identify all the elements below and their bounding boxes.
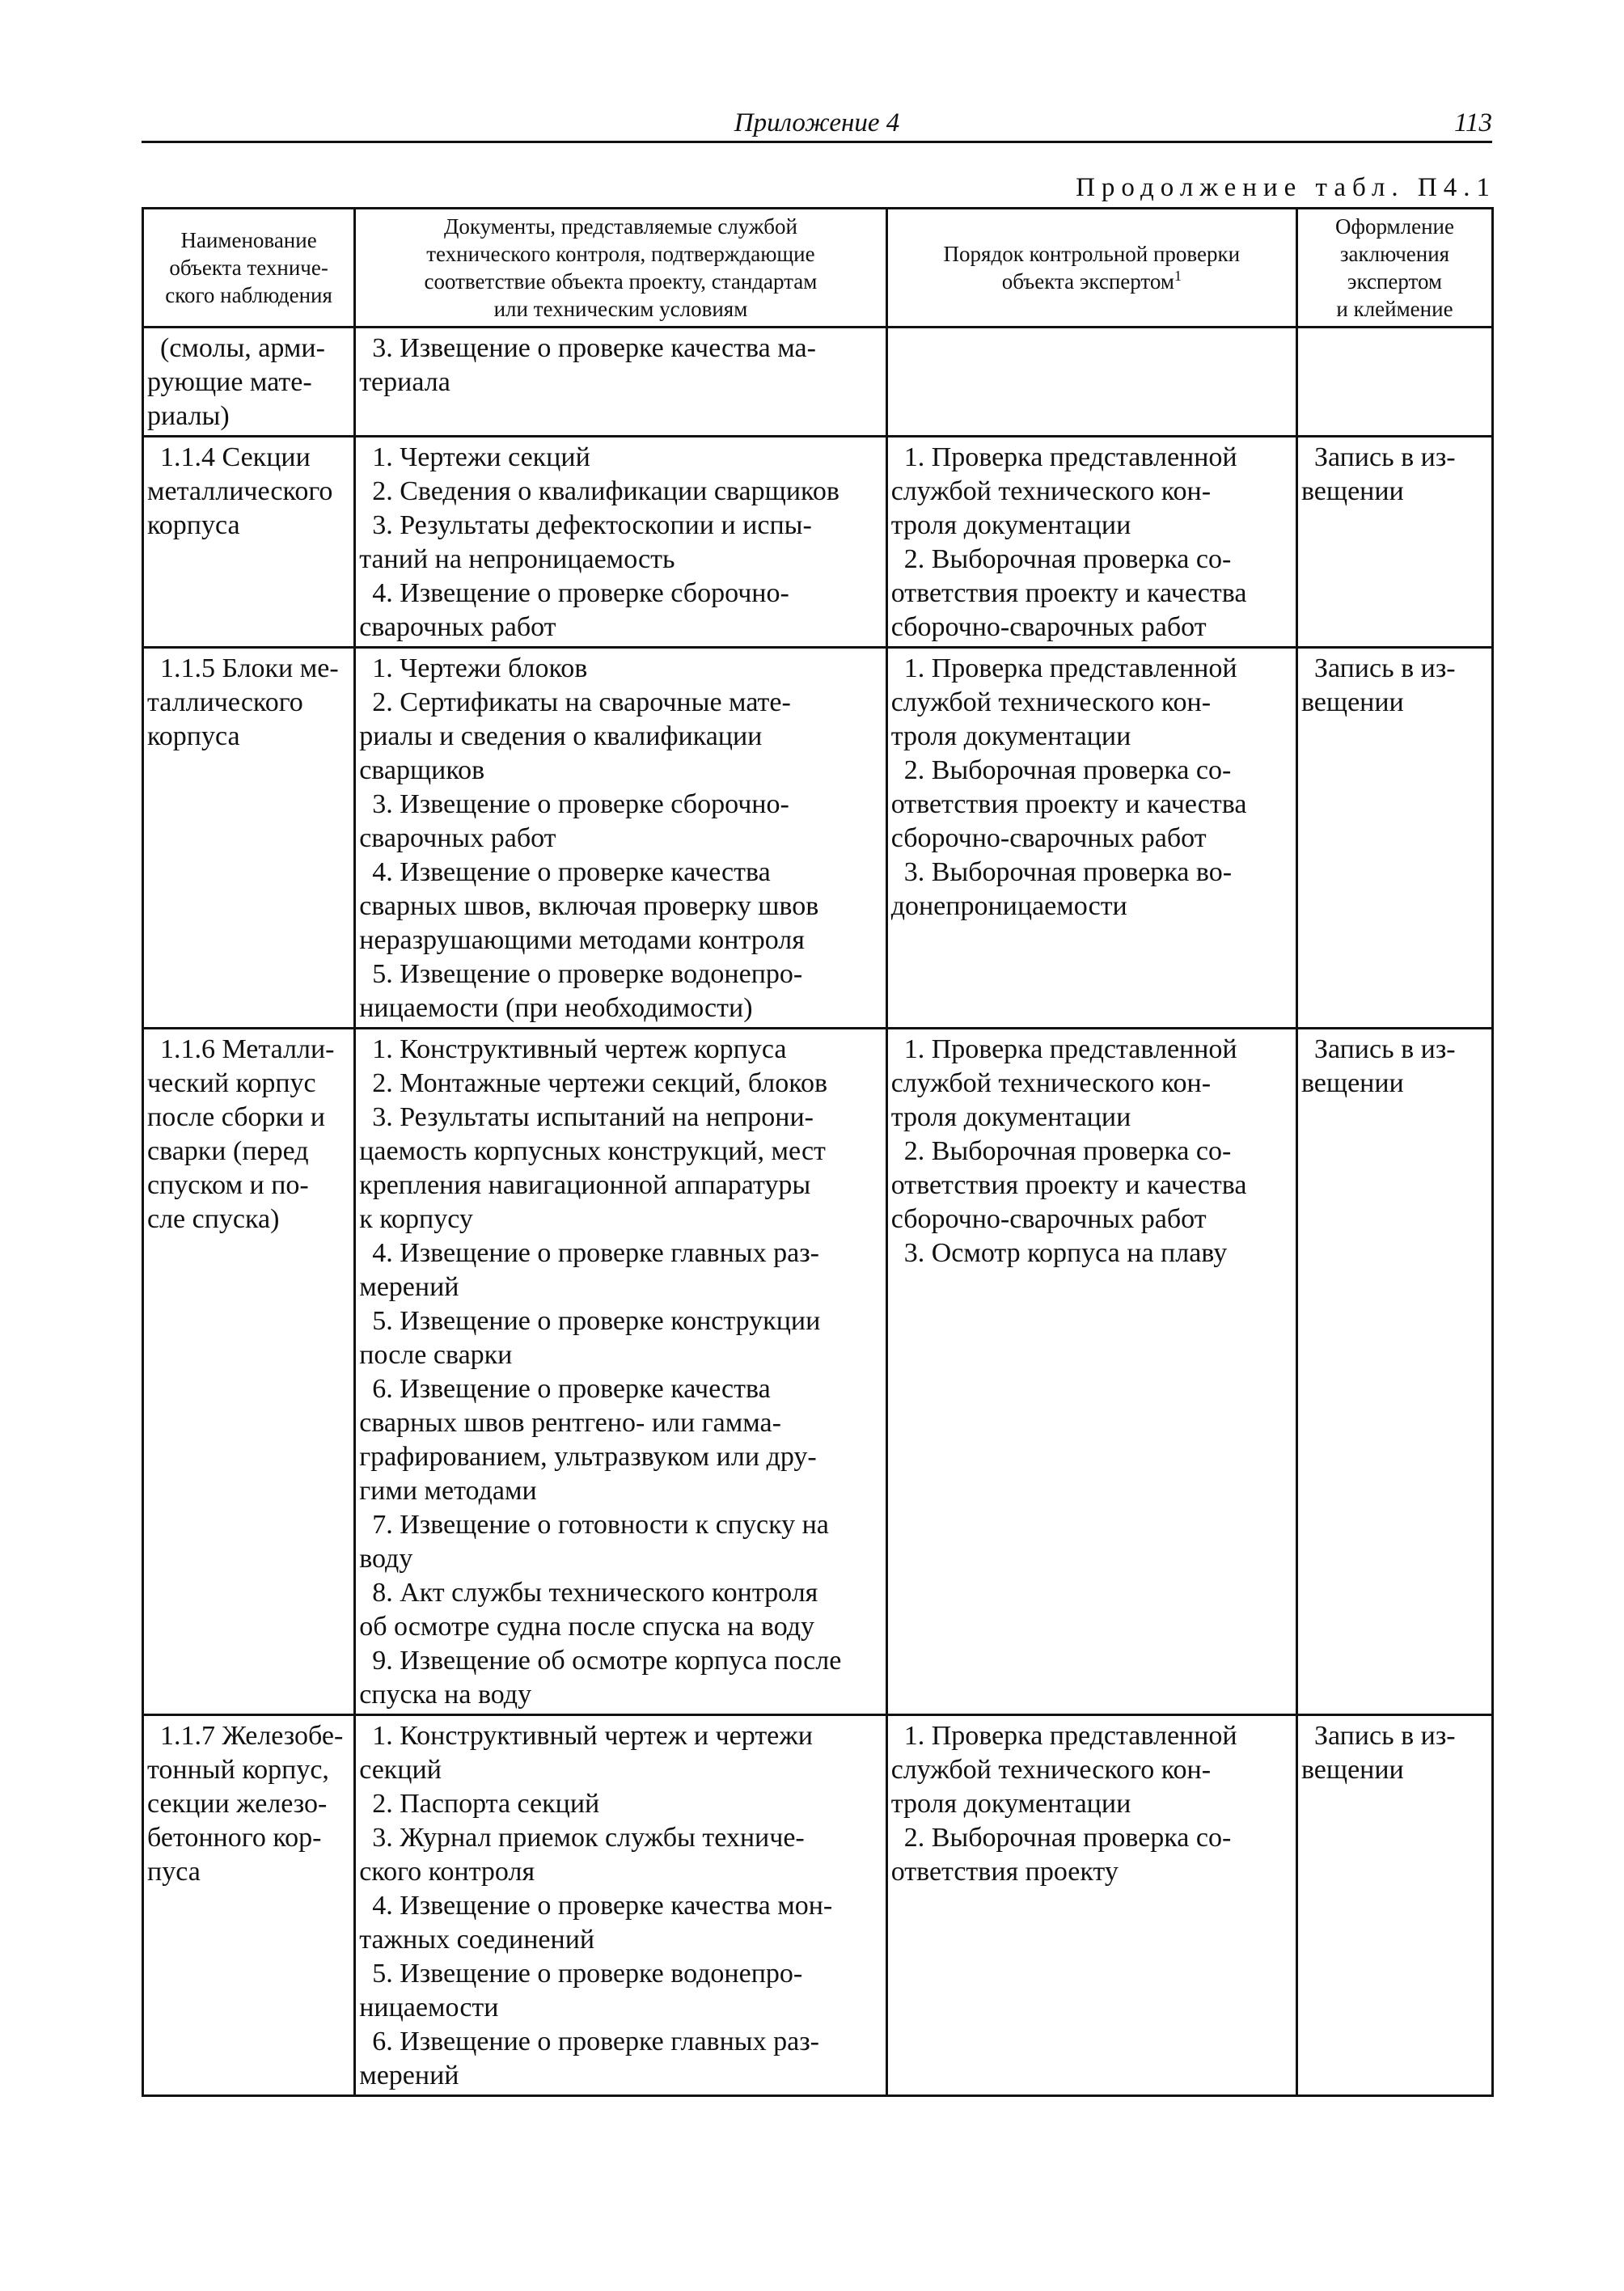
cell-line: службой технического кон- (890, 1068, 1212, 1098)
cell-line: Запись в из- (1313, 1721, 1456, 1751)
cell-line: рующие мате- (147, 367, 312, 397)
checks-cell (886, 328, 1296, 437)
cell-line: 7. Извещение о готовности к спуску на (372, 1510, 829, 1540)
cell-line: 2. Выборочная проверка со- (903, 1823, 1232, 1853)
cell-line: 2. Сертификаты на сварочные мате- (372, 687, 791, 717)
table-row (143, 1715, 1493, 2096)
cell-line: крепления навигационной аппаратуры (359, 1170, 811, 1200)
header-procedure: Порядок контрольной проверки объекта экспертом$^1$ (886, 209, 1296, 328)
cell-line: 4. Извещение о проверке качества (372, 857, 771, 887)
cell-line: сборочно-сварочных работ (890, 1204, 1207, 1234)
cell-line: Запись в из- (1313, 442, 1456, 472)
checks-cell (886, 648, 1296, 1029)
cell-line: мерений (359, 1272, 459, 1302)
cell-line: сле спуска) (147, 1204, 280, 1234)
header-object-name: Наименование объекта техниче- ского наблюдения (143, 209, 355, 328)
cell-line: 9. Извещение об осмотре корпуса после (372, 1646, 842, 1676)
cell-line: об осмотре судна после спуска на воду (359, 1612, 815, 1642)
cell-line: 1. Чертежи блоков (372, 653, 588, 683)
header-conclusion: Оформление заключения экспертом и клеймение (1296, 209, 1492, 328)
cell-line: таний на непроницаемость (359, 544, 675, 574)
inspection-table (142, 207, 1494, 2097)
documents-cell (355, 328, 887, 437)
cell-line: вещении (1300, 687, 1404, 717)
cell-line: Запись в из- (1313, 653, 1456, 683)
running-header (142, 104, 1492, 143)
cell-line: (смолы, арми- (160, 333, 325, 363)
cell-line: 4. Извещение о проверке главных раз- (372, 1238, 819, 1268)
cell-line: троля документации (890, 510, 1131, 540)
object-name-cell (143, 1715, 355, 2096)
cell-line: ского контроля (359, 1857, 535, 1887)
conclusion-cell (1296, 328, 1492, 437)
cell-line: 1. Конструктивный чертеж и чертежи (372, 1721, 813, 1751)
cell-line: троля документации (890, 721, 1131, 751)
cell-line: тонный корпус, (147, 1755, 329, 1785)
cell-line: 6. Извещение о проверке качества (372, 1374, 771, 1404)
cell-line: 5. Извещение о проверке водонепро- (372, 959, 803, 989)
cell-line: 1. Конструктивный чертеж корпуса (372, 1034, 787, 1064)
cell-line: 3. Результаты испытаний на непрони- (372, 1102, 814, 1132)
table-body (143, 328, 1493, 2096)
object-name-cell (143, 1029, 355, 1715)
cell-line: 3. Извещение о проверке сборочно- (372, 789, 789, 819)
cell-line: вещении (1300, 476, 1404, 506)
cell-line: графированием, ультразвуком или дру- (359, 1442, 817, 1472)
appendix-title: Приложение 4 (734, 108, 900, 137)
table-header-row (143, 209, 1493, 328)
cell-line: риалы и сведения о квалификации (359, 721, 763, 751)
cell-line: воду (359, 1544, 413, 1574)
table-row (143, 648, 1493, 1029)
cell-line: секции железо- (147, 1789, 328, 1819)
cell-line: после сварки (359, 1340, 513, 1370)
cell-line: 2. Выборочная проверка со- (903, 755, 1232, 785)
cell-line: 1.1.6 Металли- (160, 1034, 335, 1064)
cell-line: 4. Извещение о проверке сборочно- (372, 578, 789, 608)
cell-line: сварки (перед (147, 1136, 309, 1166)
cell-line: донепроницаемости (890, 891, 1127, 921)
cell-line: 1. Проверка представленной (903, 1034, 1237, 1064)
cell-line: службой технического кон- (890, 1755, 1212, 1785)
cell-line: корпуса (147, 721, 240, 751)
cell-line: службой технического кон- (890, 687, 1212, 717)
cell-line: вещении (1300, 1755, 1404, 1785)
cell-line: бетонного кор- (147, 1823, 322, 1853)
cell-line: цаемость корпусных конструкций, мест (359, 1136, 826, 1166)
cell-line: 4. Извещение о проверке качества мон- (372, 1891, 833, 1921)
cell-line: спуска на воду (359, 1680, 532, 1710)
cell-line: мерений (359, 2061, 459, 2090)
cell-line: 1.1.7 Железобе- (160, 1721, 344, 1751)
cell-line: таллического (147, 687, 303, 717)
cell-line: ответствия проекту и качества (890, 578, 1247, 608)
cell-line: спуском и по- (147, 1170, 309, 1200)
cell-line: тажных соединений (359, 1925, 595, 1955)
checks-cell (886, 1715, 1296, 2096)
cell-line: троля документации (890, 1789, 1131, 1819)
cell-line: троля документации (890, 1102, 1131, 1132)
cell-line: 5. Извещение о проверке конструкции (372, 1306, 821, 1336)
table-row (143, 328, 1493, 437)
cell-line: ответствия проекту (890, 1857, 1119, 1887)
documents-cell (355, 437, 887, 648)
cell-line: 2. Выборочная проверка со- (903, 544, 1232, 574)
cell-line: металлического (147, 476, 333, 506)
cell-line: сварщиков (359, 755, 485, 785)
cell-line: 1. Чертежи секций (372, 442, 590, 472)
cell-line: секций (359, 1755, 442, 1785)
page-number: 113 (1453, 108, 1492, 137)
cell-line: сварочных работ (359, 823, 556, 853)
cell-line: 2. Монтажные чертежи секций, блоков (372, 1068, 828, 1098)
documents-cell (355, 1029, 887, 1715)
conclusion-cell (1296, 648, 1492, 1029)
object-name-cell (143, 328, 355, 437)
header-documents: Документы, представляемые службой технического контроля, подтверждающие соответствие объекта проекту, стандартам или техническим условиям (355, 209, 887, 328)
cell-line: после сборки и (147, 1102, 325, 1132)
table-row (143, 437, 1493, 648)
object-name-cell (143, 648, 355, 1029)
cell-line: 1. Проверка представленной (903, 442, 1237, 472)
conclusion-cell (1296, 1715, 1492, 2096)
cell-line: 1.1.5 Блоки ме- (160, 653, 339, 683)
cell-line: пуса (147, 1857, 201, 1887)
cell-line: 3. Извещение о проверке качества ма- (372, 333, 816, 363)
table-caption: Продолжение табл. П4.1 (1076, 173, 1496, 202)
footnote-mark: 1 (1174, 268, 1182, 284)
cell-line: ницаемости (359, 1993, 499, 2023)
cell-line: неразрушающими методами контроля (359, 925, 805, 955)
cell-line: 8. Акт службы технического контроля (372, 1578, 818, 1608)
cell-line: ответствия проекту и качества (890, 1170, 1247, 1200)
cell-line: сварных швов рентгено- или гамма- (359, 1408, 781, 1438)
table-row (143, 1029, 1493, 1715)
cell-line: сборочно-сварочных работ (890, 823, 1207, 853)
cell-line: Запись в из- (1313, 1034, 1456, 1064)
cell-line: ницаемости (при необходимости) (359, 993, 753, 1023)
conclusion-cell (1296, 1029, 1492, 1715)
checks-cell (886, 437, 1296, 648)
cell-line: корпуса (147, 510, 240, 540)
cell-line: сварочных работ (359, 612, 556, 642)
cell-line: риалы) (147, 401, 230, 431)
cell-line: 2. Выборочная проверка со- (903, 1136, 1232, 1166)
conclusion-cell (1296, 437, 1492, 648)
documents-cell (355, 1715, 887, 2096)
cell-line: ческий корпус (147, 1068, 316, 1098)
cell-line: сборочно-сварочных работ (890, 612, 1207, 642)
cell-line: териала (359, 367, 450, 397)
cell-line: 3. Осмотр корпуса на плаву (903, 1238, 1228, 1268)
cell-line: 3. Выборочная проверка во- (903, 857, 1233, 887)
cell-line: к корпусу (359, 1204, 473, 1234)
cell-line: вещении (1300, 1068, 1404, 1098)
cell-line: сварных швов, включая проверку швов (359, 891, 819, 921)
cell-line: ответствия проекту и качества (890, 789, 1247, 819)
cell-line: 1. Проверка представленной (903, 1721, 1237, 1751)
cell-line: 2. Паспорта секций (372, 1789, 600, 1819)
cell-line: 3. Журнал приемок службы техниче- (372, 1823, 805, 1853)
cell-line: 5. Извещение о проверке водонепро- (372, 1959, 803, 1989)
cell-line: 6. Извещение о проверке главных раз- (372, 2027, 819, 2056)
cell-line: службой технического кон- (890, 476, 1212, 506)
cell-line: 1. Проверка представленной (903, 653, 1237, 683)
cell-line: гими методами (359, 1476, 537, 1506)
object-name-cell (143, 437, 355, 648)
checks-cell (886, 1029, 1296, 1715)
cell-line: 2. Сведения о квалификации сварщиков (372, 476, 839, 506)
documents-cell (355, 648, 887, 1029)
cell-line: 3. Результаты дефектоскопии и испы- (372, 510, 812, 540)
cell-line: 1.1.4 Секции (160, 442, 311, 472)
